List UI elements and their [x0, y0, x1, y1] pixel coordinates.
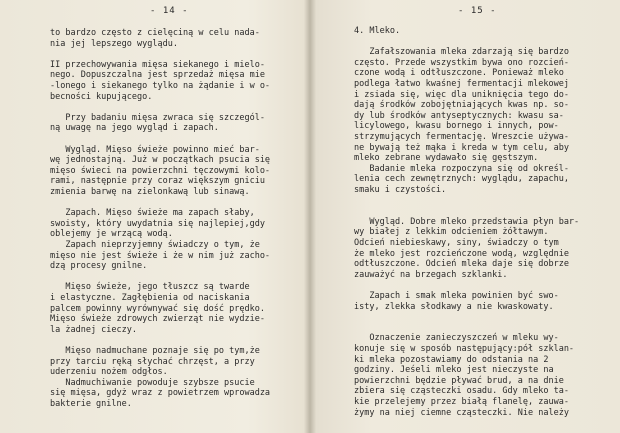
- text-line: licylowego, kwasu bornego i innych, pow-: [354, 121, 559, 132]
- text-line: nia jej lepszego wyglądu.: [50, 38, 178, 49]
- text-line: godziny. Jeśeli mleko jest nieczyste na: [354, 365, 554, 376]
- text-line: Zapach nieprzyjemny świadczy o tym, że: [50, 240, 260, 250]
- text-line: smaku i czystości.: [354, 185, 447, 195]
- text-line: isty, zlekka słodkawy a nie kwaskowaty.: [354, 301, 554, 312]
- text-line: Przy badaniu mięsa zwraca się szczegól-: [50, 112, 265, 123]
- text-line: zauważyć na brzegach szklanki.: [354, 269, 508, 280]
- text-line: Badanie mleka rozpoczyna się od określ-: [354, 163, 569, 174]
- left-page: [0, 0, 308, 433]
- text-line: 4. Mleko.: [354, 26, 401, 36]
- text-line: przy tarciu ręką słychać chrzęst, a przy: [50, 356, 255, 367]
- text-line: się mięsa, gdyż wraz z powietrzem wprowadza: [50, 388, 271, 399]
- text-line: Wygląd. Mięso świeże powinno mieć bar-: [50, 144, 260, 155]
- text-line: i zsiada się, więc dla uniknięcia tego do-: [354, 89, 569, 100]
- text-line: la żadnej cieczy.: [50, 324, 137, 335]
- text-line: ną uwagę na jego wygląd i zapach.: [50, 123, 219, 134]
- text-line: strzymujących fermentację. Wreszcie używa-: [354, 132, 569, 142]
- text-line: dy lub środków antyseptycznych: kwasu sa-: [354, 110, 564, 121]
- text-line: że mleko jest rozcieńczone wodą, względnie: [354, 248, 569, 259]
- page-number-right: - 15 -: [458, 6, 497, 16]
- text-line: uderzeniu nożem odgłos.: [50, 367, 168, 378]
- text-line: zbiera się cząsteczki osadu. Gdy mleko ta-: [354, 386, 569, 397]
- text-line: kie przelejemy przez białą flanelę, zauwa-: [354, 397, 569, 407]
- text-line: Odcień niebieskawy, siny, świadczy o tym: [354, 238, 559, 248]
- text-line: podlega łatwo kwaśnej fermentacji mlekowej: [354, 79, 569, 89]
- text-line: zmienia barwę na zielonkawą lub sinawą.: [50, 187, 250, 197]
- text-line: Oznaczenie zanieczyszczeń w mleku wy-: [354, 333, 559, 344]
- text-line: mleko zebrane wydawało się gęstszym.: [354, 153, 539, 164]
- text-line: Wygląd. Dobre mleko przedstawia płyn bar-: [354, 216, 580, 227]
- text-line: mięso nie jest świeże i że w nim już zacho-: [50, 250, 271, 261]
- text-line: odtłuszczone. Odcień mleka daje się dobrze: [354, 259, 569, 270]
- text-line: ki mleka pozostawiamy do odstania na 2: [354, 354, 549, 365]
- text-line: swoisty, który uwydatnia się najlepiej,gdy: [50, 218, 265, 229]
- text-line: czone wodą i odtłuszczone. Ponieważ mleko: [354, 68, 564, 79]
- text-line: rami, następnie przy coraz większym gniciu: [50, 176, 265, 187]
- text-line: Mięso świeże, jego tłuszcz są twarde: [50, 282, 250, 293]
- text-line: nego. Dopuszczalna jest sprzedaż mięsa mie: [50, 70, 265, 81]
- text-line: ne bywają też mąka i kreda w tym celu, aby: [354, 142, 569, 153]
- text-line: oblejemy je wrzącą wodą.: [50, 229, 173, 240]
- text-line: często. Przede wszystkim bywa ono rozcień-: [354, 57, 569, 68]
- text-line: Mięso świeże zdrowych zwierząt nie wydzie-: [50, 314, 265, 325]
- text-line: żymy na niej ciemne cząsteczki. Nie należy: [354, 407, 569, 418]
- text-line: II przechowywania mięsa siekanego i mielo-: [50, 59, 265, 70]
- text-line: Zafałszowania mleka zdarzają się bardzo: [354, 47, 569, 58]
- text-line: Mięso nadmuchane poznaje się po tym,że: [50, 346, 260, 356]
- text-line: Zapach. Mięso świeże ma zapach słaby,: [50, 208, 255, 219]
- text-line: becności kupującego.: [50, 91, 153, 102]
- text-line: wy białej z lekkim odcieniem żółtawym.: [354, 227, 549, 238]
- text-line: bakterie gnilne.: [50, 399, 132, 409]
- text-line: lenia cech zewnętrznych: wyglądu, zapachu,: [354, 174, 569, 185]
- text-line: to bardzo często z cielęciną w celu nada-: [50, 28, 260, 38]
- page-number-left: - 14 -: [150, 6, 189, 16]
- text-line: dają środków zobojętniających kwas np. so-: [354, 100, 569, 111]
- text-line: dzą procesy gnilne.: [50, 261, 148, 272]
- text-line: wę jednostajną. Już w początkach psucia się: [50, 155, 271, 166]
- right-page: [312, 0, 620, 433]
- text-line: -lonego i siekanego tylko na żądanie i w o-: [50, 81, 271, 91]
- text-line: mięso świeci na powierzchni tęczowymi kolo-: [50, 165, 271, 176]
- text-line: Zapach i smak mleka powinien być swo-: [354, 291, 559, 301]
- text-line: konuje się w sposób następujący:pół szklan-: [354, 344, 575, 354]
- text-line: powierzchni będzie pływać brud, a na dnie: [354, 375, 564, 386]
- text-line: Nadmuchiwanie powoduje szybsze psucie: [50, 377, 255, 388]
- text-line: i elastyczne. Zagłębienia od naciskania: [50, 293, 250, 303]
- text-line: palcem powinny wyrównywać się dość prędko.: [50, 303, 265, 314]
